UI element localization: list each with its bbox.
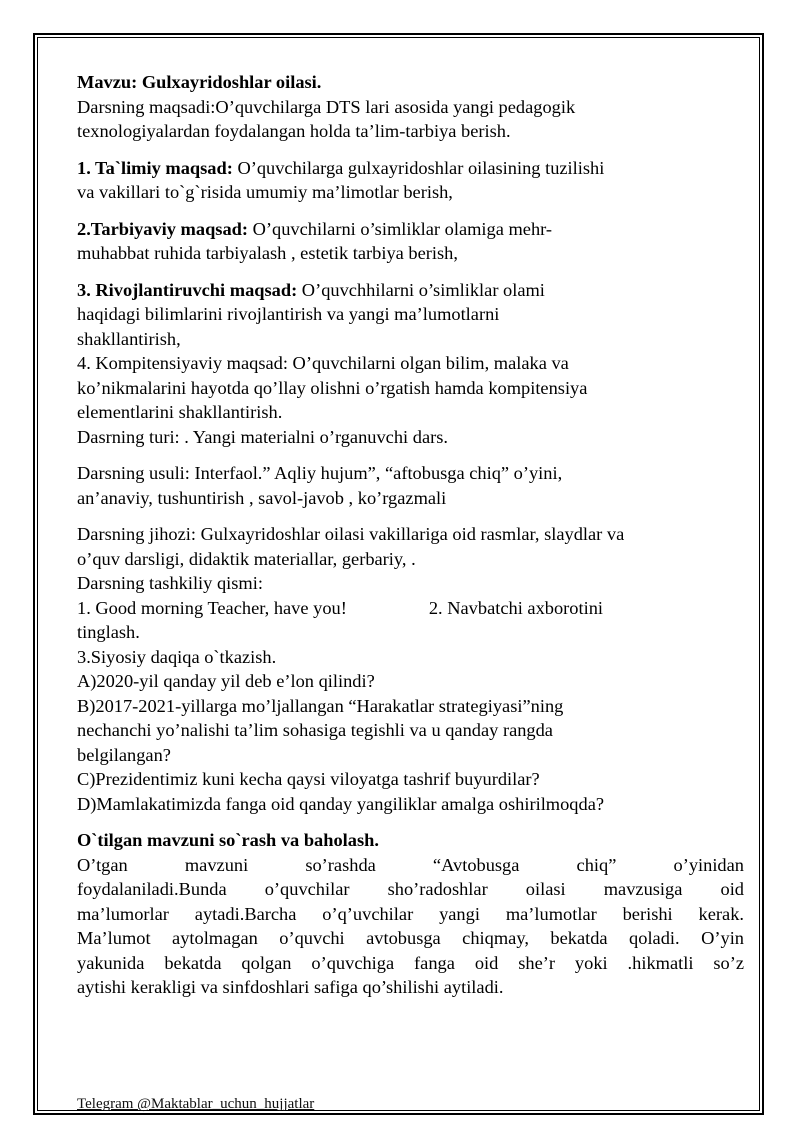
- political-minute: 3.Siyosiy daqiqa o`tkazish.: [77, 646, 277, 667]
- lesson-method: Darsning usuli: Interfaol.” Aqliy hujum”, “aftobusga chiq” o’yini,: [77, 463, 563, 483]
- organizational-part-title: Darsning tashkiliy qismi:: [77, 573, 263, 593]
- lesson-method-line: an’anaviy, tushuntirish , savol-javob , ko’rgazmali: [77, 487, 447, 508]
- review-paragraph-line: aytishi kerakligi va sinfdoshlari safiga qo’shilishi aytiladi.: [77, 977, 504, 997]
- org-item-2-continued: tinglash.: [77, 622, 140, 642]
- question-b-line: belgilangan?: [77, 744, 171, 765]
- question-c: C)Prezidentimiz kuni kecha qaysi viloyatga tashrif buyurdilar?: [77, 769, 540, 789]
- question-d: D)Mamlakatimizda fanga oid qanday yangiliklar amalga oshirilmoqda?: [77, 793, 605, 814]
- developmental-aim-line: haqidagi bilimlarini rivojlantirish va yangi ma’lumotlarni: [77, 304, 500, 324]
- question-b-line: nechanchi yo’nalishi ta’lim sohasiga tegishli va u qanday rangda: [77, 720, 553, 740]
- topic-title: Mavzu: Gulxayridoshlar oilasi.: [77, 72, 322, 92]
- educational-aim-line: va vakillari to`g`risida umumiy ma’limotlar berish,: [77, 182, 453, 202]
- review-paragraph-line: O’tgan mavzuni so’rashda “Avtobusga chiq” o’yinidan: [77, 854, 744, 875]
- competency-aim: 4. Kompitensiyaviy maqsad: O’quvchilarni olgan bilim, malaka va: [77, 353, 569, 373]
- document-body: [77, 70, 744, 1000]
- telegram-footer: Telegram @Maktablar_uchun_hujjatlar: [77, 1096, 315, 1112]
- question-a: A)2020-yil qanday yil deb e’lon qilindi?: [77, 671, 375, 691]
- educational-aim-label: 1. Ta`limiy maqsad:: [77, 157, 233, 178]
- developmental-aim-label: 3. Rivojlantiruvchi maqsad:: [77, 279, 298, 300]
- aim-line: texnologiyalardan foydalangan holda ta’lim-tarbiya berish.: [77, 121, 511, 141]
- question-b: B)2017-2021-yillarga mo’ljallangan “Harakatlar strategiyasi”ning: [77, 695, 564, 716]
- review-paragraph-line: ma’lumorlar aytadi.Barcha o’q’uvchilar yangi ma’lumotlar berishi kerak.: [77, 903, 744, 924]
- lesson-equipment-line: o’quv darsligi, didaktik materiallar, gerbariy, .: [77, 548, 416, 569]
- developmental-aim: 3. Rivojlantiruvchi maqsad: O’quvchhilarni o’simliklar olami: [77, 279, 545, 300]
- lesson-equipment: Darsning jihozi: Gulxayridoshlar oilasi vakillariga oid rasmlar, slaydlar va: [77, 524, 625, 544]
- aim-line: Darsning maqsadi:O’quvchilarga DTS lari asosida yangi pedagogik: [77, 96, 576, 117]
- competency-aim-line: ko’nikmalarini hayotda qo’llay olishni o’rgatish hamda kompitensiya: [77, 377, 588, 398]
- review-paragraph-line: Ma’lumot aytolmagan o’quvchi avtobusga chiqmay, bekatda qoladi. O’yin: [77, 928, 744, 948]
- review-title: O`tilgan mavzuni so`rash va baholash.: [77, 830, 379, 850]
- upbringing-aim-line: muhabbat ruhida tarbiyalash , estetik tarbiya berish,: [77, 243, 458, 263]
- upbringing-aim-label: 2.Tarbiyaviy maqsad:: [77, 218, 249, 239]
- developmental-aim-line: shakllantirish,: [77, 328, 181, 349]
- review-paragraph-line: yakunida bekatda qolgan o’quvchiga fanga oid she’r yoki .hikmatli so’z: [77, 952, 744, 973]
- lesson-type: Dasrning turi: . Yangi materialni o’rganuvchi dars.: [77, 426, 448, 447]
- org-item-2: 2. Navbatchi axborotini: [428, 597, 603, 618]
- educational-aim: 1. Ta`limiy maqsad: O’quvchilarga gulxayridoshlar oilasining tuzilishi: [77, 157, 605, 178]
- org-item-1: 1. Good morning Teacher, have you!: [77, 597, 347, 618]
- organizational-items: [77, 596, 744, 621]
- upbringing-aim: 2.Tarbiyaviy maqsad: O’quvchilarni o’simliklar olamiga mehr-: [77, 218, 553, 239]
- competency-aim-line: elementlarini shakllantirish.: [77, 402, 283, 422]
- review-paragraph-line: foydalaniladi.Bunda o’quvchilar sho’radoshlar oilasi mavzusiga oid: [77, 879, 744, 899]
